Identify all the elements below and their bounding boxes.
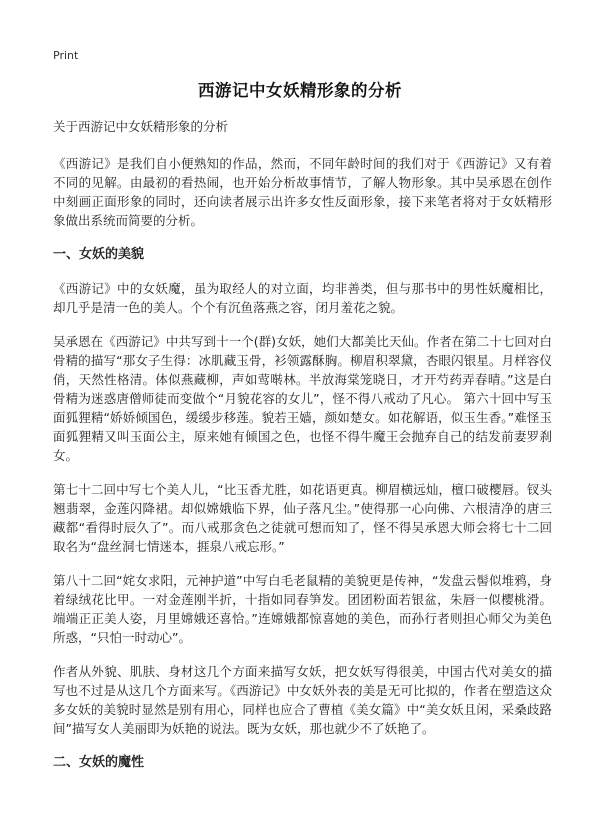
body-paragraph: 作者从外貌、肌肤、身材这几个方面来描写女妖，把女妖写得很美，中国古代对美女的描写也不过是从这几个方面来写。《西游记》中女妖外表的美是无可比拟的，作者在塑造这众多女妖的美貌时显然是别有用心，同样也应合了曹植《美女篇》中“美女妖且闲，采桑歧路间”描写女人美丽即为妖艳的说法。既为女妖，那也就少不了妖艳了。 [53, 664, 552, 736]
body-paragraph: 吴承恩在《西游记》中共写到十一个(群)女妖，她们大都美比天仙。作者在第二十七回对白骨精的描写“那女子生得：冰肌藏玉骨，衫领露酥胸。柳眉积翠黛，杏眼闪银星。月样容仪俏，天然性格清。体似燕藏柳，声如莺啭林。半放海棠笼晓日，才开芍药弄春晴。”这是白骨精为迷惑唐僧师徒而变做个“月貌花容的女儿”，怪不得八戒动了凡心。 第六十回中写玉面狐狸精“娇娇倾国色，缓缓步移莲。貌若王嫱，颜如楚女。如花解语，似玉生香。”难怪玉面狐狸精又叫玉面公主，原来她有倾国之色，也怪不得牛魔王会抛弃自己的结发前妻罗刹女。 [53, 334, 552, 463]
intro-paragraph: 《西游记》是我们自小便熟知的作品，然而，不同年龄时间的我们对于《西游记》又有着不同的见解。由最初的看热闹，也开始分析故事情节，了解人物形象。其中吴承恩在创作中刻画正面形象的同时，还向读者展示出许多女性反面形象，接下来笔者将对于女妖精形象做出系统而简要的分析。 [53, 156, 552, 228]
document-subtitle: 关于西游记中女妖精形象的分析 [53, 119, 229, 134]
body-paragraph: 《西游记》中的女妖魔，虽为取经人的对立面，均非善类，但与那书中的男性妖魔相比，却几乎是清一色的美人。个个有沉鱼落燕之容，闭月羞花之貌。 [53, 281, 552, 315]
document-title: 西游记中女妖精形象的分析 [198, 81, 402, 100]
section-heading-demonic-nature: 二、女妖的魔性 [53, 755, 145, 770]
document-body [53, 117, 552, 787]
section-heading-beauty: 一、女妖的美貌 [53, 247, 145, 262]
print-label[interactable]: Print [53, 49, 79, 62]
body-paragraph: 第七十二回中写七个美人儿，“比玉香尤胜，如花语更真。柳眉横远灿，檀口破樱唇。钗头翘翡翠，金莲闪降裙。却似嫦娥临下界，仙子落凡尘。”使得那一心向佛、六根清净的唐三藏都“看得时辰久了”。而八戒那贪色之徒就可想而知了，怪不得吴承恩大师会将七十二回取名为“盘丝洞七情迷本，捱泉八戒忘形。” [53, 482, 552, 554]
body-paragraph: 第八十二回“姹女求阳，元神护道”中写白毛老鼠精的美貌更是传神，“发盘云髻似堆鸦，身着绿绒花比甲。一对金莲刚半折，十指如同春笋发。团团粉面若银盆，朱唇一似樱桃滑。端端正正美人姿，月里嫦娥还喜恰。”连嫦娥都惊喜她的美色，而孙行者则担心师父为美色所惑，“只怕一时动心”。 [53, 573, 552, 645]
